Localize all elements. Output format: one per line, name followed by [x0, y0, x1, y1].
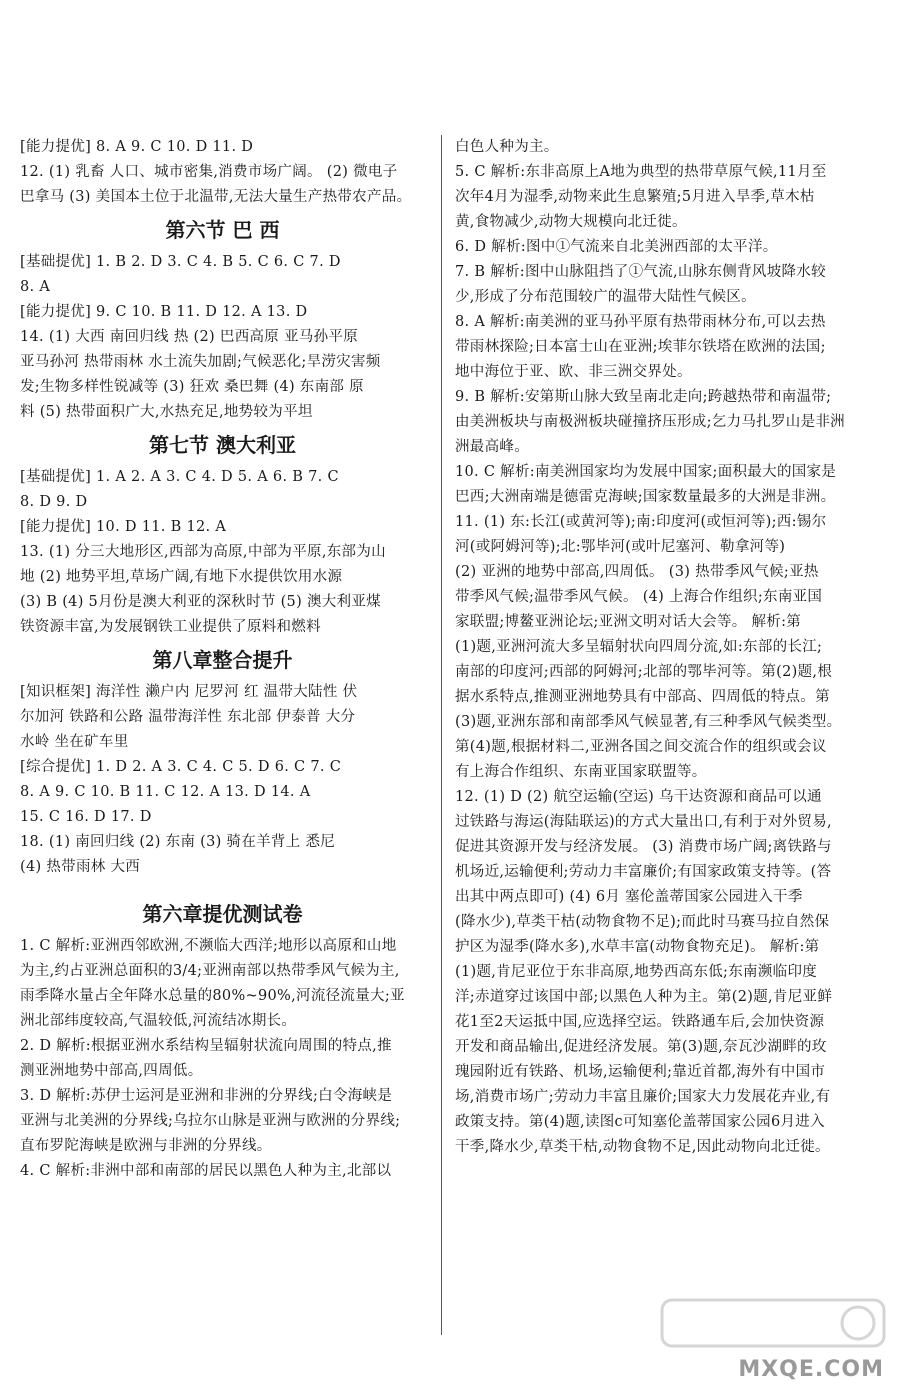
answer-line: 护区为湿季(降水多),水草丰富(动物食物充足)。 解析:第 — [455, 939, 820, 955]
answer-line: [基础提优] 1. B 2. D 3. C 4. B 5. C 6. C 7. D — [20, 254, 341, 270]
answer-line: 水岭 坐在矿车里 — [20, 734, 129, 750]
answer-line: 3. D 解析:苏伊士运河是亚洲和非洲的分界线;白令海峡是 — [20, 1088, 393, 1104]
answer-line: 发;生物多样性锐减等 (3) 狂欢 桑巴舞 (4) 东南部 原 — [20, 379, 364, 395]
answer-line: (4) 热带雨林 大西 — [20, 859, 141, 875]
answer-line: 5. C 解析:东非高原上A地为典型的热带草原气候,11月至 — [455, 164, 827, 180]
answer-line: 带季风气候;温带季风气候。 (4) 上海合作组织;东南亚国 — [455, 589, 823, 605]
answer-line: 由美洲板块与南极洲板块碰撞挤压形成;乞力马扎罗山是非洲 — [455, 414, 845, 430]
answer-line: (1)题,肯尼亚位于东非高原,地势西高东低;东南濒临印度 — [455, 964, 818, 980]
answer-line: 黄,食物减少,动物大规模向北迁徙。 — [455, 214, 687, 230]
answer-line: 第(4)题,根据材料二,亚洲各国之间交流合作的组织或会议 — [455, 739, 827, 755]
answer-line: 南部的印度河;西部的阿姆河;北部的鄂毕河等。第(2)题,根 — [455, 664, 833, 680]
answer-line: 10. C 解析:南美洲国家均为发展中国家;面积最大的国家是 — [455, 464, 837, 480]
answer-line: 亚洲与北美洲的分界线;乌拉尔山脉是亚洲与欧洲的分界线; — [20, 1113, 401, 1129]
watermark-text: MXQE.COM — [738, 1357, 884, 1382]
answer-line: [能力提优] 8. A 9. C 10. D 11. D — [20, 139, 254, 155]
answer-line: 亚马孙河 热带雨林 水土流失加剧;气候恶化;旱涝灾害频 — [20, 354, 381, 370]
answer-line: 12. (1) D (2) 航空运输(空运) 乌干达资源和商品可以通 — [455, 789, 822, 805]
answer-line: 洋;赤道穿过该国中部;以黑色人种为主。第(2)题,肯尼亚鲜 — [455, 989, 833, 1005]
answer-line: 8. A 解析:南美洲的亚马孙平原有热带雨林分布,可以去热 — [455, 314, 826, 330]
answer-line: (降水少),草类干枯(动物食物不足);而此时马赛马拉自然保 — [455, 914, 830, 930]
answer-line: 直布罗陀海峡是欧洲与非洲的分界线。 — [20, 1138, 272, 1154]
answer-line: 12. (1) 乳畜 人口、城市密集,消费市场广阔。 (2) 微电子 — [20, 164, 398, 180]
answer-line: 有上海合作组织、东南亚国家联盟等。 — [455, 764, 707, 780]
answer-line: (1)题,亚洲河流大多呈辐射状向四周分流,如:东部的长江; — [455, 639, 823, 655]
answer-line: 13. (1) 分三大地形区,西部为高原,中部为平原,东部为山 — [20, 544, 386, 560]
answer-line: 地中海位于亚、欧、非三洲交界处。 — [455, 364, 692, 380]
section-heading: 第六节 巴 西 — [165, 218, 280, 242]
answer-line: 铁资源丰富,为发展钢铁工业提供了原料和燃料 — [20, 619, 321, 635]
answer-line: [能力提优] 9. C 10. B 11. D 12. A 13. D — [20, 304, 308, 320]
answer-line: 政策支持。第(4)题,读图c可知塞伦盖蒂国家公园6月进入 — [455, 1114, 825, 1130]
answer-line: 地 (2) 地势平坦,草场广阔,有地下水提供饮用水源 — [20, 569, 343, 585]
answer-line: 1. C 解析:亚洲西邻欧洲,不濒临大西洋;地形以高原和山地 — [20, 938, 397, 954]
answer-line: 雨季降水量占全年降水总量的80%~90%,河流径流量大;亚 — [20, 988, 405, 1004]
right-column — [455, 135, 857, 1160]
answer-line: 15. C 16. D 17. D — [20, 809, 152, 825]
answer-line: 4. C 解析:非洲中部和南部的居民以黑色人种为主,北部以 — [20, 1163, 392, 1179]
answer-line: 8. D 9. D — [20, 494, 88, 510]
answer-line: 6. D 解析:图中①气流来自北美洲西部的太平洋。 — [455, 239, 778, 255]
answer-line: 少,形成了分布范围较广的温带大陆性气候区。 — [455, 289, 756, 305]
section-heading: 第七节 澳大利亚 — [149, 433, 296, 457]
answer-line: 9. B 解析:安第斯山脉大致呈南北走向;跨越热带和南温带; — [455, 389, 832, 405]
answer-line: 机场近,运输便利;劳动力丰富廉价;有国家政策支持等。(答 — [455, 864, 832, 880]
answer-line: (3)题,亚洲东部和南部季风气候显著,有三种季风气候类型。 — [455, 714, 842, 730]
answer-line: 巴西;大洲南端是德雷克海峡;国家数量最多的大洲是非洲。 — [455, 489, 836, 505]
answer-line: 14. (1) 大西 南回归线 热 (2) 巴西高原 亚马孙平原 — [20, 329, 359, 345]
answer-line: 巴拿马 (3) 美国本土位于北温带,无法大量生产热带农产品。 — [20, 189, 412, 205]
answer-line: [基础提优] 1. A 2. A 3. C 4. D 5. A 6. B 7. C — [20, 469, 339, 485]
answer-line: 7. B 解析:图中山脉阻挡了①气流,山脉东侧背风坡降水较 — [455, 264, 826, 280]
answer-line: 家联盟;博鳌亚洲论坛;亚洲文明对话大会等。 解析:第 — [455, 614, 802, 630]
answer-line: 瑰园附近有铁路、机场,运输便利;靠近首都,海外有中国市 — [455, 1064, 826, 1080]
answer-line: 花1至2天运抵中国,应选择空运。铁路通车后,会加快资源 — [455, 1014, 825, 1030]
answer-line: 11. (1) 东:长江(或黄河等);南:印度河(或恒河等);西:锡尔 — [455, 514, 827, 530]
answer-line: 河(或阿姆河等);北:鄂毕河(或叶尼塞河、勒拿河等) — [455, 539, 786, 555]
answer-line: 场,消费市场广;劳动力丰富且廉价;国家大力发展花卉业,有 — [455, 1089, 831, 1105]
answer-line: [综合提优] 1. D 2. A 3. C 4. C 5. D 6. C 7. C — [20, 759, 342, 775]
answer-line: 干季,降水少,草类干枯,动物食物不足,因此动物向北迁徙。 — [455, 1139, 830, 1155]
answer-line: (3) B (4) 5月份是澳大利亚的深秋时节 (5) 澳大利亚煤 — [20, 594, 381, 610]
answer-line: 洲最高峰。 — [455, 439, 529, 455]
answer-line: 带雨林探险;日本富士山在亚洲;埃菲尔铁塔在欧洲的法国; — [455, 339, 826, 355]
answer-line: [能力提优] 10. D 11. B 12. A — [20, 519, 227, 535]
answer-line: 测亚洲地势中部高,四周低。 — [20, 1063, 203, 1079]
column-divider — [441, 135, 442, 1335]
answer-line: 开发和商品输出,促进经济发展。第(3)题,奈瓦沙湖畔的玫 — [455, 1039, 827, 1055]
answer-line: 8. A 9. C 10. B 11. C 12. A 13. D 14. A — [20, 784, 311, 800]
answer-line: 料 (5) 热带面积广大,水热充足,地势较为平坦 — [20, 404, 313, 420]
section-heading: 第八章整合提升 — [152, 648, 293, 672]
answer-line: 洲北部纬度较高,气温较低,河流结冰期长。 — [20, 1013, 297, 1029]
answer-line: [知识框架] 海洋性 濑户内 尼罗河 红 温带大陆性 伏 — [20, 684, 358, 700]
answer-line: 2. D 解析:根据亚洲水系结构呈辐射状流向周围的特点,推 — [20, 1038, 392, 1054]
answer-line: 促进其资源开发与经济发展。 (3) 消费市场广阔;离铁路与 — [455, 839, 832, 855]
answer-line: 尔加河 铁路和公路 温带海洋性 东北部 伊泰普 大分 — [20, 709, 356, 725]
answer-line: (2) 亚洲的地势中部高,四周低。 (3) 热带季风气候;亚热 — [455, 564, 819, 580]
answer-line: 白色人种为主。 — [455, 139, 559, 155]
section-heading: 第六章提优测试卷 — [142, 902, 303, 926]
answer-line: 出其中两点即可) (4) 6月 塞伦盖蒂国家公园进入干季 — [455, 889, 803, 905]
answer-line: 18. (1) 南回归线 (2) 东南 (3) 骑在羊背上 悉尼 — [20, 834, 336, 850]
answer-line: 次年4月为湿季,动物来此生息繁殖;5月进入旱季,草木枯 — [455, 189, 815, 205]
answer-line: 过铁路与海运(海陆联运)的方式大量出口,有利于对外贸易, — [455, 814, 832, 830]
answer-line: 据水系特点,推测亚洲地势具有中部高、四周低的特点。第 — [455, 689, 830, 705]
answer-line: 8. A — [20, 279, 51, 295]
left-column — [20, 135, 425, 1184]
answer-line: 为主,约占亚洲总面积的3/4;亚洲南部以热带季风气候为主, — [20, 963, 400, 979]
